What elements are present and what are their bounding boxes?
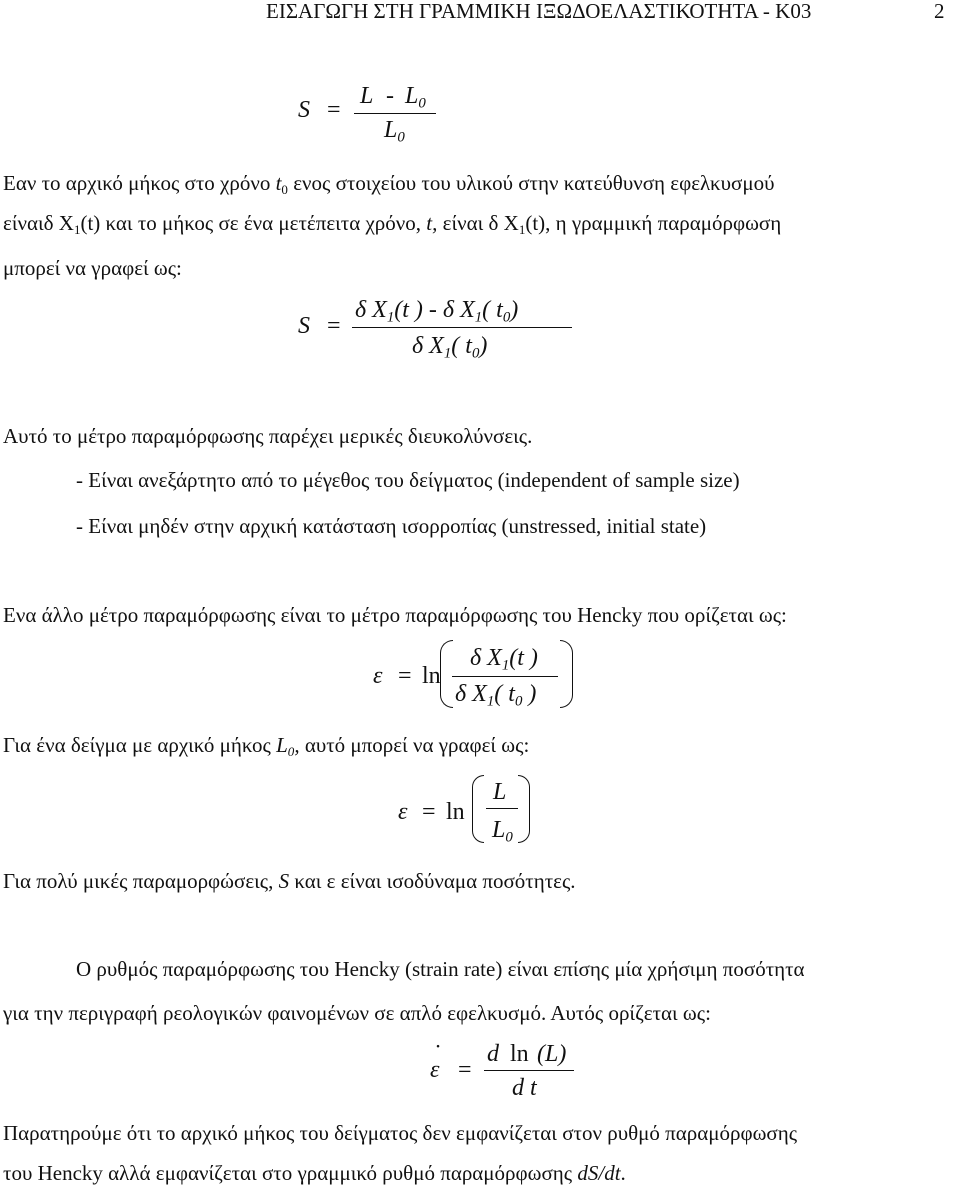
paragraph-line: Για ένα δείγμα με αρχικό μήκος $L_0$, αυτό μπορεί να γραφεί ως: — [3, 733, 530, 759]
page-header-title: ΕΙΣΑΓΩΓΗ ΣΤΗ ΓΡΑΜΜΙΚΗ ΙΞΩΔΟΕΛΑΣΤΙΚΟΤΗΤΑ - Κ03 — [266, 0, 812, 23]
page-number: 2 — [934, 0, 945, 23]
paragraph-line: Ενα άλλο μέτρο παραμόρφωσης είναι το μέτρο παραμόρφωσης του Hencky που ορίζεται ως: — [3, 603, 787, 627]
paragraph-line: του Hencky αλλά εμφανίζεται στο γραμμικό ρυθμό παραμόρφωσης dS/dt. — [3, 1161, 626, 1185]
left-paren — [472, 775, 484, 843]
fraction-bar — [486, 808, 518, 809]
right-paren — [518, 775, 530, 843]
paragraph-line: Αυτό το μέτρο παραμόρφωσης παρέχει μερικές διευκολύνσεις. — [3, 424, 533, 448]
paragraph-line: είναιδ $X_1(t)$ και το μήκος σε ένα μετέπειτα χρόνο, t, είναι δ $X_1(t)$, η γραμμική παραμόρφωση — [3, 211, 782, 237]
fraction-bar — [352, 327, 572, 328]
paragraph-line: Εαν το αρχικό μήκος στο χρόνο $t_0$ ενος στοιχείου του υλικού στην κατεύθυνση εφελκυσμού — [3, 171, 775, 197]
list-item: - Είναι ανεξάρτητο από το μέγεθος του δείγματος (independent of sample size) — [76, 468, 740, 492]
paragraph-line: μπορεί να γραφεί ως: — [3, 256, 182, 280]
left-paren — [440, 640, 453, 708]
paragraph-line: Ο ρυθμός παραμόρφωσης του Hencky (strain rate) είναι επίσης μία χρήσιμη ποσότητα — [76, 957, 805, 981]
fraction-bar — [484, 1070, 574, 1071]
fraction-bar — [354, 113, 436, 114]
paragraph-line: Παρατηρούμε ότι το αρχικό μήκος του δείγματος δεν εμφανίζεται στον ρυθμό παραμόρφωσης — [3, 1121, 798, 1145]
list-item: - Είναι μηδέν στην αρχική κατάσταση ισορροπίας (unstressed, initial state) — [76, 514, 707, 538]
right-paren — [560, 640, 573, 708]
paragraph-line: Για πολύ μικές παραμορφώσεις, S και ε είναι ισοδύναμα ποσότητες. — [3, 869, 576, 893]
paragraph-line: για την περιγραφή ρεολογικών φαινομένων σε απλό εφελκυσμό. Αυτός ορίζεται ως: — [3, 1001, 711, 1025]
fraction-bar — [452, 676, 558, 677]
